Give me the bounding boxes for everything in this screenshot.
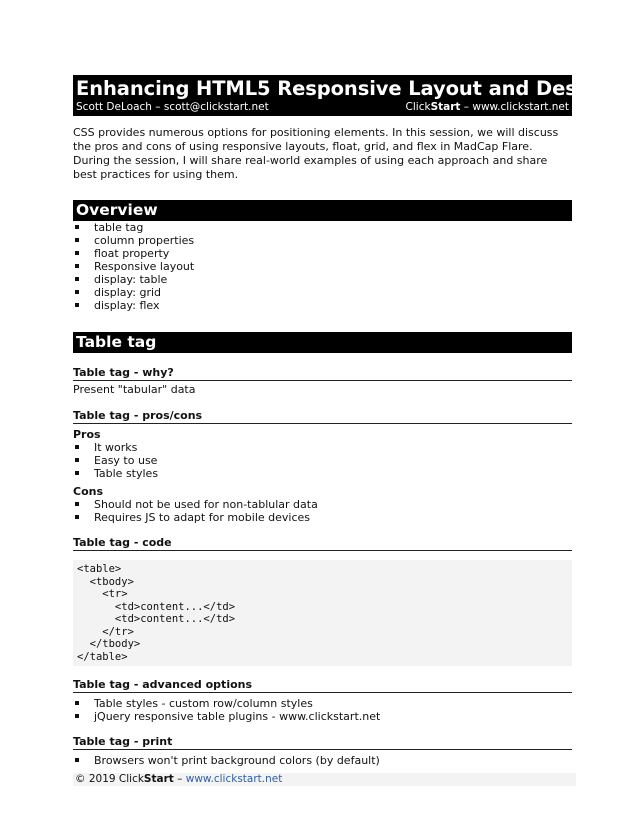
bullet-square-icon [75,238,79,242]
code-line: <table> [77,563,122,575]
cons-label: Cons [73,485,104,498]
intro-paragraph: CSS provides numerous options for positioning elements. In this session, we will discuss the pros and cons of using responsive layouts, float, grid, and flex in MadCap Flare. During the session, I will share real-world examples of using each approach and share best practices for using them. [73,126,559,181]
subheading-pros-cons: Table tag - pros/cons [73,409,572,424]
bullet-square-icon [75,277,79,281]
section-heading-overview: Overview [73,200,572,221]
bullet-square-icon [75,471,79,475]
list-item: Table styles [73,467,572,480]
code-line: <tbody> [77,575,134,588]
author-line: Scott DeLoach – scott@clickstart.net [76,101,269,113]
bullet-square-icon [75,225,79,229]
list-item: display: flex [73,299,572,312]
list-item: float property [73,247,572,260]
print-list [73,754,572,767]
subheading-why: Table tag - why? [73,366,572,381]
section-heading-table-tag: Table tag [73,332,572,353]
code-line: <tr> [77,588,128,600]
list-item: jQuery responsive table plugins - www.clickstart.net [73,710,572,723]
bullet-square-icon [75,445,79,449]
list-item: column properties [73,234,572,247]
page-footer [73,773,576,786]
list-item: It works [73,441,572,454]
bullet-square-icon [75,714,79,718]
pros-list [73,441,572,480]
footer-link[interactable]: www.clickstart.net [185,773,283,785]
bullet-square-icon [75,502,79,506]
list-item: display: grid [73,286,572,299]
document-page [73,75,611,767]
bullet-square-icon [75,264,79,268]
list-item: Easy to use [73,454,572,467]
title-block [73,75,611,116]
code-block [73,560,572,666]
list-item: display: table [73,273,572,286]
bullet-square-icon [75,251,79,255]
code-line: <td>content...</td> [77,600,236,613]
footer-separator: – [173,773,186,785]
advanced-list [73,697,572,723]
list-item: Should not be used for non-tablular data [73,498,572,511]
bullet-square-icon [75,515,79,519]
list-item: Requires JS to adapt for mobile devices [73,511,572,524]
subheading-code: Table tag - code [73,536,572,551]
page-title: Enhancing HTML5 Responsive Layout and Design [76,77,611,100]
list-item: Table styles - custom row/column styles [73,697,572,710]
bullet-square-icon [75,303,79,307]
bullet-square-icon [75,758,79,762]
footer-brand: Start [143,773,174,785]
subheading-advanced: Table tag - advanced options [73,678,572,693]
list-item: Browsers won't print background colors (by default) [73,754,572,767]
pros-label: Pros [73,428,101,441]
bullet-square-icon [75,701,79,705]
overview-list [73,221,572,312]
code-line: </table> [77,650,128,663]
brand-line: ClickStart – www.clickstart.net [405,101,569,113]
subheading-print: Table tag - print [73,735,572,750]
list-item: table tag [73,221,572,234]
bullet-square-icon [75,458,79,462]
code-line: <td>content...</td> [77,613,236,625]
title-subline [76,101,569,114]
bullet-square-icon [75,290,79,294]
code-line: </tbody> [77,638,141,650]
cons-list [73,498,572,524]
code-line: </tr> [77,625,134,638]
footer-copyright: © 2019 Click [75,773,144,785]
why-text: Present "tabular" data [73,383,196,396]
list-item: Responsive layout [73,260,572,273]
